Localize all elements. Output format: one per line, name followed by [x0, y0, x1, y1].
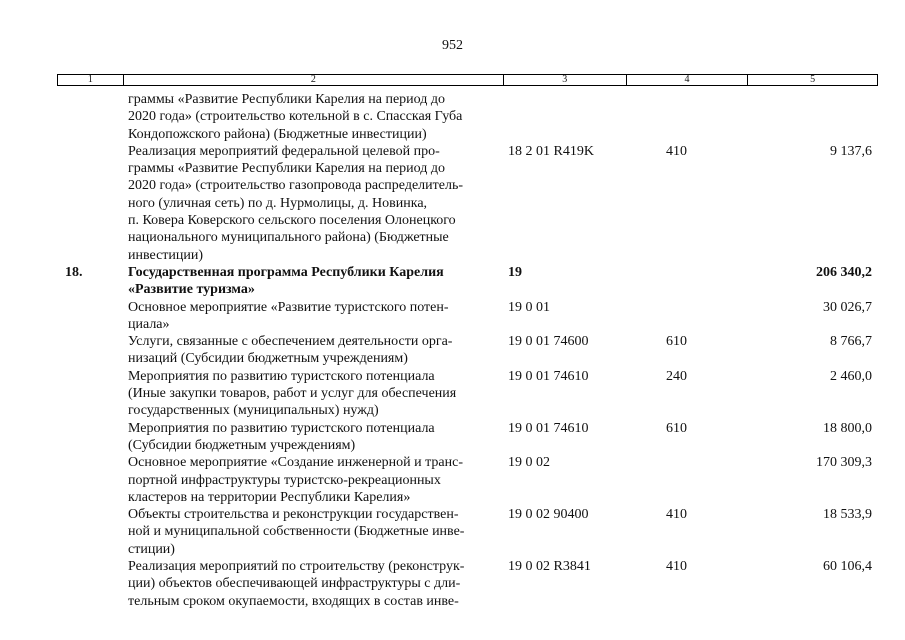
row-type [627, 91, 749, 143]
description-line: п. Ковера Коверского сельского поселения Олонецкого [128, 213, 456, 229]
description-line: ного (уличная сеть) по д. Нурмолицы, д. Новинка, [128, 195, 428, 211]
row-code: 19 0 02 R3841 [508, 559, 591, 575]
row-amount: 8 766,7 [830, 334, 872, 350]
row-number [57, 333, 123, 368]
table-row [57, 264, 878, 299]
row-description [123, 454, 504, 506]
row-description [123, 299, 504, 334]
description-line: ной и муниципальной собственности (Бюджетные инве- [128, 524, 465, 540]
table-row [57, 368, 878, 420]
description-line: Реализация мероприятий по строительству (реконструк- [128, 559, 465, 575]
row-code: 19 0 02 90400 [508, 507, 589, 523]
row-code: 19 0 02 [508, 455, 550, 471]
row-code: 19 0 01 74600 [508, 334, 589, 350]
row-type: 610 [666, 334, 687, 350]
row-number [57, 558, 123, 610]
row-code: 19 0 01 74610 [508, 420, 589, 436]
table-body [57, 91, 878, 610]
description-line: национального муниципального района) (Бюджетные [128, 230, 449, 246]
description-line: граммы «Развитие Республики Карелия на период до [128, 92, 446, 107]
table-row [57, 299, 878, 334]
row-type: 240 [666, 368, 687, 384]
description-line: 2020 года» (строительство газопровода распределитель- [128, 178, 464, 194]
row-code: 18 2 01 R419K [508, 143, 594, 159]
row-amount [749, 91, 878, 143]
row-number [57, 143, 123, 264]
description-line: Реализация мероприятий федеральной целевой про- [128, 143, 440, 159]
row-number [57, 454, 123, 506]
description-line: Основное мероприятие «Развитие туристского потен- [128, 299, 449, 315]
row-amount: 18 533,9 [823, 507, 872, 523]
row-type: 610 [666, 420, 687, 436]
column-header-5: 5 [810, 74, 816, 85]
table-row [57, 333, 878, 368]
description-line: (Иные закупки товаров, работ и услуг для обеспечения [128, 386, 457, 402]
row-code: 19 0 01 74610 [508, 368, 589, 384]
table-row [57, 91, 878, 143]
row-number [57, 91, 123, 143]
row-type: 410 [666, 507, 687, 523]
row-description [123, 143, 504, 264]
column-header-4: 4 [627, 75, 749, 85]
table-row [57, 506, 878, 558]
row-amount: 30 026,7 [823, 299, 872, 315]
table-row [57, 558, 878, 610]
description-line: Мероприятия по развитию туристского потенциала [128, 420, 435, 436]
description-line: «Развитие туризма» [128, 282, 255, 298]
row-description [123, 558, 504, 610]
row-number [57, 420, 123, 455]
row-number [57, 506, 123, 558]
row-code: 19 [508, 264, 522, 280]
row-number [57, 299, 123, 334]
description-line: кластеров на территории Республики Карелия» [128, 489, 411, 505]
row-amount: 9 137,6 [830, 143, 872, 159]
description-line: (Субсидии бюджетным учреждениям) [128, 437, 356, 453]
table-row [57, 420, 878, 455]
row-amount: 2 460,0 [830, 368, 872, 384]
row-amount: 170 309,3 [816, 455, 872, 471]
row-amount: 206 340,2 [816, 264, 872, 280]
row-type [627, 264, 749, 299]
description-line: Государственная программа Республики Карелия [128, 264, 444, 280]
description-line: стиции) [128, 541, 175, 557]
row-number: 18. [65, 264, 83, 280]
row-number [57, 368, 123, 420]
table-header [57, 74, 878, 86]
description-line: тельным сроком окупаемости, входящих в состав инве- [128, 593, 459, 609]
description-line: 2020 года» (строительство котельной в с. Спасская Губа [128, 109, 463, 125]
description-line: ции) объектов обеспечивающей инфраструктуры с дли- [128, 576, 461, 592]
row-type: 410 [666, 143, 687, 159]
description-line: портной инфраструктуры туристско-рекреационных [128, 472, 441, 488]
row-code: 19 0 01 [508, 299, 550, 315]
row-description [123, 91, 504, 143]
row-amount: 18 800,0 [823, 420, 872, 436]
page-number: 952 [442, 38, 463, 53]
description-line: инвестиции) [128, 247, 204, 263]
row-description [123, 420, 504, 455]
table-row [57, 143, 878, 264]
column-header-1: 1 [58, 75, 124, 85]
description-line: государственных (муниципальных) нужд) [128, 403, 379, 419]
row-type [627, 299, 749, 334]
description-line: граммы «Развитие Республики Карелия на период до [128, 161, 446, 177]
description-line: Кондопожского района) (Бюджетные инвестиции) [128, 126, 427, 142]
column-header-3: 3 [504, 75, 627, 85]
description-line: низаций (Субсидии бюджетным учреждениям) [128, 351, 408, 367]
table-row [57, 454, 878, 506]
row-description [123, 368, 504, 420]
row-type: 410 [666, 559, 687, 575]
row-code [504, 91, 627, 143]
row-type [627, 454, 749, 506]
row-amount: 60 106,4 [823, 559, 872, 575]
description-line: Мероприятия по развитию туристского потенциала [128, 368, 435, 384]
description-line: циала» [128, 316, 170, 332]
row-description [123, 506, 504, 558]
description-line: Основное мероприятие «Создание инженерной и транс- [128, 455, 464, 471]
column-header-2: 2 [124, 75, 504, 85]
description-line: Услуги, связанные с обеспечением деятельности орга- [128, 334, 453, 350]
row-description [123, 333, 504, 368]
row-description [123, 264, 504, 299]
description-line: Объекты строительства и реконструкции государствен- [128, 507, 459, 523]
